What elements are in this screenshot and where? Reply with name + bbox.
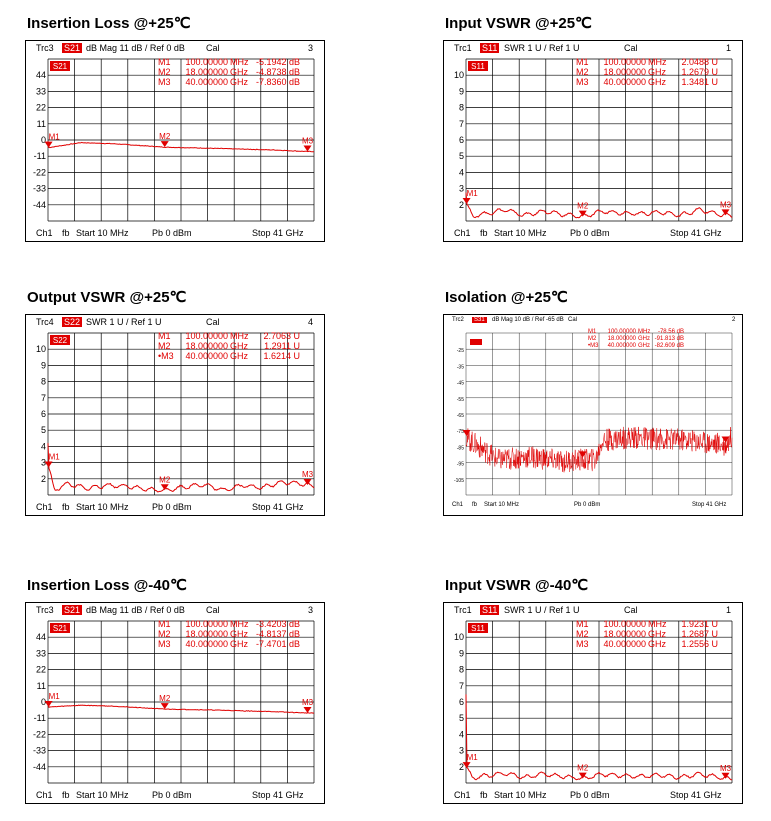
cal-status: Cal [206,43,220,53]
marker-label: M1 [466,753,478,763]
marker-row [588,343,684,350]
y-tick-label: 0 [40,135,46,145]
y-tick-label: 9 [458,648,464,659]
trace-header [26,315,324,329]
marker-row [588,329,684,336]
marker-frequency: 40.000000 [603,77,646,87]
cal-status: Cal [624,43,638,53]
y-tick-label: 33 [35,648,46,659]
ref-badge-label: S22 [52,336,68,345]
stop-frequency: Stop 41 GHz [670,228,722,238]
marker-label: M1 [48,132,60,142]
y-tick-label: 6 [458,697,464,707]
sparam-badge: S21 [64,605,81,615]
y-tick-label: 7 [40,392,46,403]
marker-unit: GHz [648,639,666,649]
marker-unit: MHz [230,57,249,67]
marker-label: M2 [577,763,589,773]
channel-label: Ch1 [36,502,53,512]
y-tick-label: 22 [35,664,46,675]
marker-frequency: 18.000000 [603,629,646,639]
marker-value: 1.3481 U [681,77,718,87]
sweep-footer [26,789,324,803]
panel-title: Output VSWR @+25℃ [27,289,187,306]
marker-label: M3 [719,200,732,210]
marker-frequency: 40.000000 [607,343,636,349]
marker-name: M2 [158,341,171,351]
start-frequency: Start 10 MHz [494,790,547,800]
marker-row [576,67,718,77]
marker-triangle [161,141,169,147]
marker-row [576,77,718,87]
marker-frequency: 40.000000 [185,351,228,361]
y-tick-label: 44 [35,632,46,643]
stop-frequency: Stop 41 GHz [670,790,722,800]
marker-row [588,336,684,343]
analyzer-screen [443,40,743,242]
marker-label: M3 [301,136,314,146]
y-tick-label: 3 [458,745,464,756]
marker-label: M1 [48,692,60,702]
panel-title: Input VSWR @+25℃ [445,15,592,32]
sparam-badge: S31 [474,317,485,323]
ref-badge-label: S21 [52,62,68,71]
sweep-footer [444,789,742,803]
y-tick-label: -33 [32,745,46,756]
y-tick-label: -11 [33,151,46,162]
y-tick-label: 8 [40,376,46,387]
y-tick-label: -22 [32,167,46,178]
panel-insertion-loss-m40c [25,576,325,806]
fb-label: fb [480,228,488,238]
trace-header [444,41,742,55]
marker-unit: GHz [230,629,248,639]
marker-value: 1.9231 U [681,619,718,629]
fb-label: fb [62,228,70,238]
marker-value: -3.4203 dB [255,619,300,629]
y-tick-label: 44 [35,70,46,81]
stop-frequency: Stop 41 GHz [692,502,727,508]
y-tick-label: 5 [458,713,464,724]
marker-triangle [579,211,587,217]
marker-value: 1.6214 U [263,351,300,361]
trace-number: 1 [726,43,732,53]
start-frequency: Start 10 MHz [76,790,129,800]
power-level: Pb 0 dBm [570,228,610,238]
power-level: Pb 0 dBm [152,790,192,800]
y-tick-label: 4 [40,441,46,452]
marker-name: •M3 [158,351,174,361]
start-frequency: Start 10 MHz [76,228,129,238]
sparam-badge: S11 [482,605,498,615]
marker-triangle [304,707,312,713]
fb-label: fb [480,790,488,800]
trace-name: Trc3 [36,43,54,53]
marker-name: M2 [576,629,589,639]
trace-name: Trc1 [454,605,472,615]
marker-triangle [304,479,312,485]
panel-output-vswr-25c [25,288,325,518]
marker-table [588,329,684,350]
marker-label: M3 [719,763,732,773]
marker-frequency: 40.000000 [185,77,228,87]
power-level: Pb 0 dBm [152,502,192,512]
marker-name: M3 [158,77,171,87]
y-tick-label: 2 [458,761,464,772]
y-tick-label: 3 [458,183,464,194]
marker-frequency: 18.000000 [185,629,228,639]
y-tick-label: 5 [458,151,464,162]
start-frequency: Start 10 MHz [484,502,520,508]
cal-status: Cal [206,317,220,327]
marker-frequency: 40.000000 [603,639,646,649]
sparam-badge: S21 [64,43,81,53]
y-tick-label: 7 [458,680,464,691]
y-tick-label: 7 [458,118,464,129]
y-tick-label: 9 [40,360,46,371]
fb-label: fb [62,502,70,512]
marker-unit: GHz [230,77,248,87]
panel-title: Isolation @+25℃ [445,289,568,306]
marker-label: M1 [466,188,478,198]
y-tick-label: -65 [456,413,464,419]
trace-name: Trc3 [36,605,54,615]
scale-readout: SWR 1 U / Ref 1 U [504,605,580,615]
trace-name: Trc1 [454,43,472,53]
channel-label: Ch1 [454,228,471,238]
marker-table [576,619,718,649]
y-tick-label: -105 [453,477,464,484]
stop-frequency: Stop 41 GHz [252,228,304,238]
marker-label: M2 [159,132,171,142]
marker-name: M2 [576,67,589,77]
marker-label: M2 [577,201,589,211]
stop-frequency: Stop 41 GHz [252,502,304,512]
marker-unit: GHz [648,77,666,87]
marker-value: -4.8738 dB [255,67,300,77]
analyzer-screen [25,602,325,804]
marker-value: -82.609 dB [654,343,684,349]
trace-name: Trc4 [36,317,54,327]
marker-value: -5.1942 dB [255,57,300,67]
marker-table [158,57,300,87]
y-tick-label: -25 [456,348,464,355]
trace-header [26,41,324,55]
marker-unit: GHz [648,67,666,77]
channel-label: Ch1 [36,228,53,238]
analyzer-screen [25,314,325,516]
scale-readout: SWR 1 U / Ref 1 U [504,43,580,53]
start-frequency: Start 10 MHz [494,228,547,238]
marker-name: M3 [576,77,589,87]
marker-row [158,77,300,87]
y-tick-label: -75 [456,429,464,436]
trace-number: 1 [726,605,732,615]
marker-value: -91.813 dB [654,336,684,342]
sparam-badge: S11 [482,43,498,53]
cal-status: Cal [568,317,578,323]
stop-frequency: Stop 41 GHz [252,790,304,800]
marker-triangle [161,484,169,490]
trace-number: 2 [732,317,736,323]
y-tick-label: 2 [40,473,46,484]
trace-number: 3 [308,43,314,53]
analyzer-screen [443,314,743,516]
cal-status: Cal [624,605,638,615]
marker-value: 1.2911 U [264,341,300,351]
y-tick-label: 11 [36,118,46,129]
marker-unit: GHz [648,629,666,639]
y-tick-label: -55 [456,396,464,403]
marker-row [576,57,718,67]
scale-readout: dB Mag 11 dB / Ref 0 dB [86,43,185,53]
marker-name: M3 [576,639,589,649]
y-tick-label: -22 [32,729,46,740]
marker-row [576,629,718,639]
marker-frequency: 18.000000 [185,67,228,77]
trace-header [444,603,742,617]
plot-area [450,329,736,499]
marker-name: M2 [158,629,171,639]
marker-frequency: 100.00000 [607,329,636,335]
marker-value: 1.2679 U [681,67,718,77]
marker-triangle [579,451,587,457]
sweep-footer [444,501,742,515]
marker-name: M1 [158,331,171,341]
scale-readout: SWR 1 U / Ref 1 U [86,317,162,327]
marker-table [158,331,300,361]
fb-label: fb [472,502,478,508]
marker-frequency: 40.000000 [185,639,228,649]
marker-name: M1 [588,329,597,335]
marker-unit: GHz [638,336,650,342]
panel-insertion-loss-25c [25,14,325,244]
marker-label: M2 [159,694,171,704]
y-tick-label: 9 [458,86,464,97]
y-tick-label: 10 [453,70,464,81]
marker-row [158,629,300,639]
marker-unit: GHz [230,67,248,77]
y-tick-label: -11 [33,713,46,724]
marker-row [158,331,300,341]
y-tick-label: 2 [458,199,464,210]
marker-table [576,57,718,87]
marker-triangle [722,773,730,779]
marker-name: M1 [158,57,171,67]
marker-label: M3 [301,698,314,708]
start-frequency: Start 10 MHz [76,502,129,512]
y-tick-label: -33 [32,183,46,194]
marker-frequency: 100.00000 [603,57,646,67]
marker-name: M2 [158,67,171,77]
channel-label: Ch1 [454,790,471,800]
marker-row [576,619,718,629]
power-level: Pb 0 dBm [574,502,601,508]
analyzer-screen [443,602,743,804]
marker-frequency: 100.00000 [185,331,228,341]
y-tick-label: -35 [456,364,464,371]
marker-unit: GHz [230,351,248,361]
marker-frequency: 100.00000 [603,619,646,629]
marker-row [158,639,300,649]
panel-title: Insertion Loss @-40℃ [27,577,187,594]
marker-unit: MHz [230,619,249,629]
y-tick-label: -44 [32,199,46,210]
y-tick-label: 8 [458,102,464,113]
y-tick-label: 22 [35,102,46,113]
y-tick-label: -44 [32,761,46,772]
marker-unit: GHz [638,343,650,349]
marker-value: 1.2687 U [681,629,718,639]
marker-frequency: 18.000000 [185,341,228,351]
marker-value: 2.0488 U [681,57,718,67]
marker-name: M3 [158,639,171,649]
y-tick-label: 11 [36,680,46,691]
marker-label: M1 [48,452,60,462]
y-tick-label: 4 [458,729,464,740]
channel-label: Ch1 [36,790,53,800]
marker-unit: MHz [648,57,667,67]
marker-row [158,619,300,629]
marker-triangle [161,703,169,709]
marker-frequency: 100.00000 [185,57,228,67]
y-tick-label: -45 [456,380,464,387]
y-tick-label: 5 [40,425,46,436]
marker-table [158,619,300,649]
trace-header [26,603,324,617]
ref-badge-label: S11 [471,624,485,633]
marker-row [158,341,300,351]
marker-value: -7.8360 dB [255,77,300,87]
sweep-footer [26,501,324,515]
trace-header [444,315,742,329]
y-tick-label: 4 [458,167,464,178]
marker-unit: MHz [230,331,249,341]
marker-row [576,639,718,649]
sweep-footer [26,227,324,241]
marker-value: -4.8137 dB [255,629,300,639]
marker-unit: MHz [638,329,651,335]
y-tick-label: -85 [456,445,464,452]
ref-badge-label: S21 [52,624,68,633]
marker-row [158,351,300,361]
marker-unit: GHz [230,639,248,649]
marker-value: 2.7063 U [263,331,300,341]
y-tick-label: 33 [35,86,46,97]
trace-number: 3 [308,605,314,615]
scale-readout: dB Mag 10 dB / Ref -65 dB [492,317,564,323]
panel-title: Input VSWR @-40℃ [445,577,589,594]
marker-value: -7.4701 dB [255,639,300,649]
y-tick-label: 6 [40,409,46,419]
y-tick-label: 10 [453,632,464,643]
sweep-footer [444,227,742,241]
scale-readout: dB Mag 11 dB / Ref 0 dB [86,605,185,615]
y-tick-label: -95 [456,461,464,468]
marker-label: M3 [301,469,314,479]
marker-frequency: 18.000000 [607,336,636,342]
marker-unit: GHz [230,341,248,351]
marker-name: •M3 [588,343,599,349]
marker-value: -78.56 dB [657,329,684,335]
trace-name: Trc2 [452,317,464,323]
y-tick-label: 3 [40,457,46,468]
fb-label: fb [62,790,70,800]
marker-frequency: 100.00000 [185,619,228,629]
panel-input-vswr-25c [443,14,743,244]
y-tick-label: 8 [458,664,464,675]
channel-label: Ch1 [452,502,464,508]
marker-label: M2 [159,475,171,485]
ref-badge [470,339,482,345]
marker-frequency: 18.000000 [603,67,646,77]
panel-title: Insertion Loss @+25℃ [27,15,191,32]
marker-name: M2 [588,336,597,342]
marker-name: M1 [576,57,589,67]
sparam-badge: S22 [64,317,81,327]
marker-name: M1 [576,619,589,629]
y-tick-label: 0 [40,697,46,707]
marker-value: 1.2556 U [681,639,718,649]
marker-triangle [304,146,312,152]
marker-row [158,67,300,77]
y-tick-label: 6 [458,135,464,145]
marker-row [158,57,300,67]
trace-number: 4 [308,317,314,327]
panel-isolation-25c [443,288,743,518]
grid [466,333,732,495]
ref-badge-label: S11 [471,62,485,71]
panel-input-vswr-m40c [443,576,743,806]
marker-unit: MHz [648,619,667,629]
cal-status: Cal [206,605,220,615]
power-level: Pb 0 dBm [152,228,192,238]
marker-triangle [579,773,587,779]
marker-name: M1 [158,619,171,629]
analyzer-screen [25,40,325,242]
y-tick-label: 10 [35,344,46,355]
power-level: Pb 0 dBm [570,790,610,800]
